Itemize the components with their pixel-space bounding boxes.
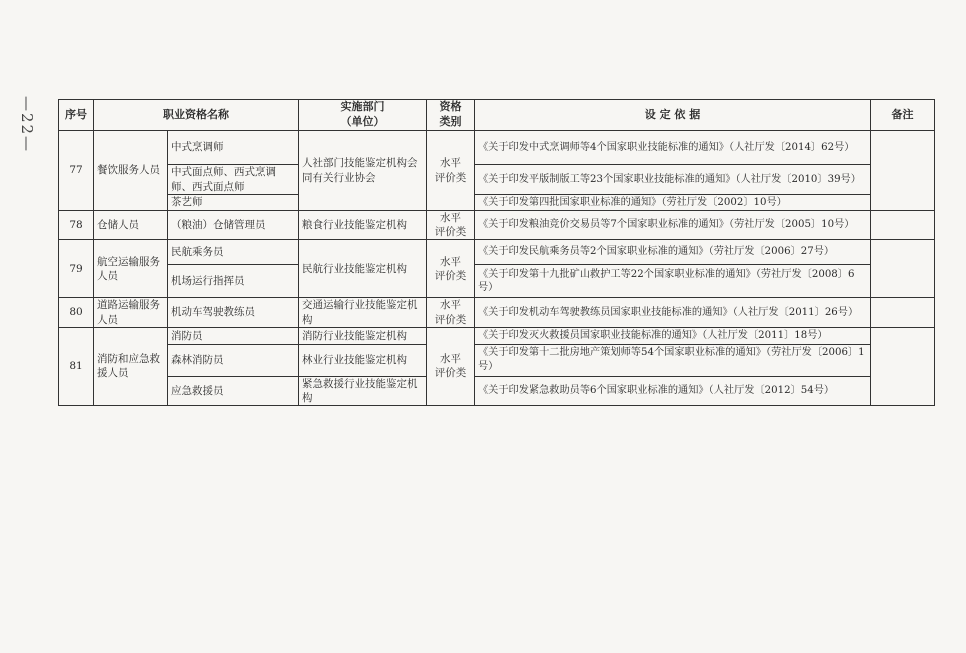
type-cell: 水平 评价类 bbox=[427, 327, 475, 405]
header-name: 职业资格名称 bbox=[94, 100, 299, 131]
sub-cell: 民航乘务员 bbox=[168, 240, 299, 265]
sub-cell: 中式面点师、西式烹调师、西式面点师 bbox=[168, 165, 299, 195]
note-cell bbox=[871, 211, 935, 240]
sub-cell: 应急救援员 bbox=[168, 376, 299, 405]
table-row bbox=[59, 211, 935, 240]
table-row bbox=[59, 327, 935, 344]
basis-cell: 《关于印发紧急救助员等6个国家职业标准的通知》（人社厅发〔2012〕54号） bbox=[475, 376, 871, 405]
basis-cell: 《关于印发第十二批房地产策划师等54个国家职业标准的通知》（劳社厅发〔2006〕1号） bbox=[475, 344, 871, 376]
table-row bbox=[59, 265, 935, 298]
table-row bbox=[59, 298, 935, 327]
category-cell: 道路运输服务人员 bbox=[94, 298, 168, 327]
type-cell: 水平 评价类 bbox=[427, 131, 475, 211]
basis-cell: 《关于印发第十九批矿山救护工等22个国家职业标准的通知》（劳社厅发〔2008〕6号） bbox=[475, 265, 871, 298]
note-cell bbox=[871, 327, 935, 405]
header-type: 资格 类别 bbox=[427, 100, 475, 131]
category-cell: 消防和应急救援人员 bbox=[94, 327, 168, 405]
page-number: — 22 — bbox=[14, 96, 36, 153]
sub-cell: 机动车驾驶教练员 bbox=[168, 298, 299, 327]
header-note: 备注 bbox=[871, 100, 935, 131]
basis-cell: 《关于印发民航乘务员等2个国家职业标准的通知》（劳社厅发〔2006〕27号） bbox=[475, 240, 871, 265]
category-cell: 餐饮服务人员 bbox=[94, 131, 168, 211]
note-cell bbox=[871, 131, 935, 211]
header-basis: 设 定 依 据 bbox=[475, 100, 871, 131]
table-row bbox=[59, 165, 935, 195]
dept-cell: 交通运输行业技能鉴定机构 bbox=[299, 298, 427, 327]
category-cell: 航空运输服务人员 bbox=[94, 240, 168, 298]
note-cell bbox=[871, 298, 935, 327]
sub-cell: 森林消防员 bbox=[168, 344, 299, 376]
type-cell: 水平 评价类 bbox=[427, 298, 475, 327]
table-row bbox=[59, 344, 935, 376]
table-row bbox=[59, 195, 935, 211]
table-row bbox=[59, 240, 935, 265]
seq-cell: 78 bbox=[59, 211, 94, 240]
sub-cell: 中式烹调师 bbox=[168, 131, 299, 165]
basis-cell: 《关于印发灭火救援员国家职业技能标准的通知》（人社厅发〔2011〕18号） bbox=[475, 327, 871, 344]
type-cell: 水平 评价类 bbox=[427, 211, 475, 240]
dept-cell: 民航行业技能鉴定机构 bbox=[299, 240, 427, 298]
table-row bbox=[59, 131, 935, 165]
basis-cell: 《关于印发机动车驾驶教练员国家职业技能标准的通知》（人社厅发〔2011〕26号） bbox=[475, 298, 871, 327]
dept-cell: 消防行业技能鉴定机构 bbox=[299, 327, 427, 344]
dept-cell: 人社部门技能鉴定机构会同有关行业协会 bbox=[299, 131, 427, 211]
sub-cell: 机场运行指挥员 bbox=[168, 265, 299, 298]
header-seq: 序号 bbox=[59, 100, 94, 131]
basis-cell: 《关于印发第四批国家职业标准的通知》（劳社厅发〔2002〕10号） bbox=[475, 195, 871, 211]
dept-cell: 粮食行业技能鉴定机构 bbox=[299, 211, 427, 240]
header-row bbox=[59, 100, 935, 131]
basis-cell: 《关于印发平版制版工等23个国家职业技能标准的通知》（人社厅发〔2010〕39号） bbox=[475, 165, 871, 195]
qualification-table bbox=[58, 99, 935, 406]
dept-cell: 林业行业技能鉴定机构 bbox=[299, 344, 427, 376]
category-cell: 仓储人员 bbox=[94, 211, 168, 240]
table-row bbox=[59, 376, 935, 405]
basis-cell: 《关于印发中式烹调师等4个国家职业技能标准的通知》（人社厅发〔2014〕62号） bbox=[475, 131, 871, 165]
seq-cell: 81 bbox=[59, 327, 94, 405]
sub-cell: 茶艺师 bbox=[168, 195, 299, 211]
seq-cell: 79 bbox=[59, 240, 94, 298]
type-cell: 水平 评价类 bbox=[427, 240, 475, 298]
basis-cell: 《关于印发粮油竞价交易员等7个国家职业标准的通知》（劳社厅发〔2005〕10号） bbox=[475, 211, 871, 240]
seq-cell: 80 bbox=[59, 298, 94, 327]
header-dept: 实施部门 （单位） bbox=[299, 100, 427, 131]
note-cell bbox=[871, 240, 935, 298]
sub-cell: 消防员 bbox=[168, 327, 299, 344]
sub-cell: （粮油）仓储管理员 bbox=[168, 211, 299, 240]
dept-cell: 紧急救援行业技能鉴定机构 bbox=[299, 376, 427, 405]
seq-cell: 77 bbox=[59, 131, 94, 211]
